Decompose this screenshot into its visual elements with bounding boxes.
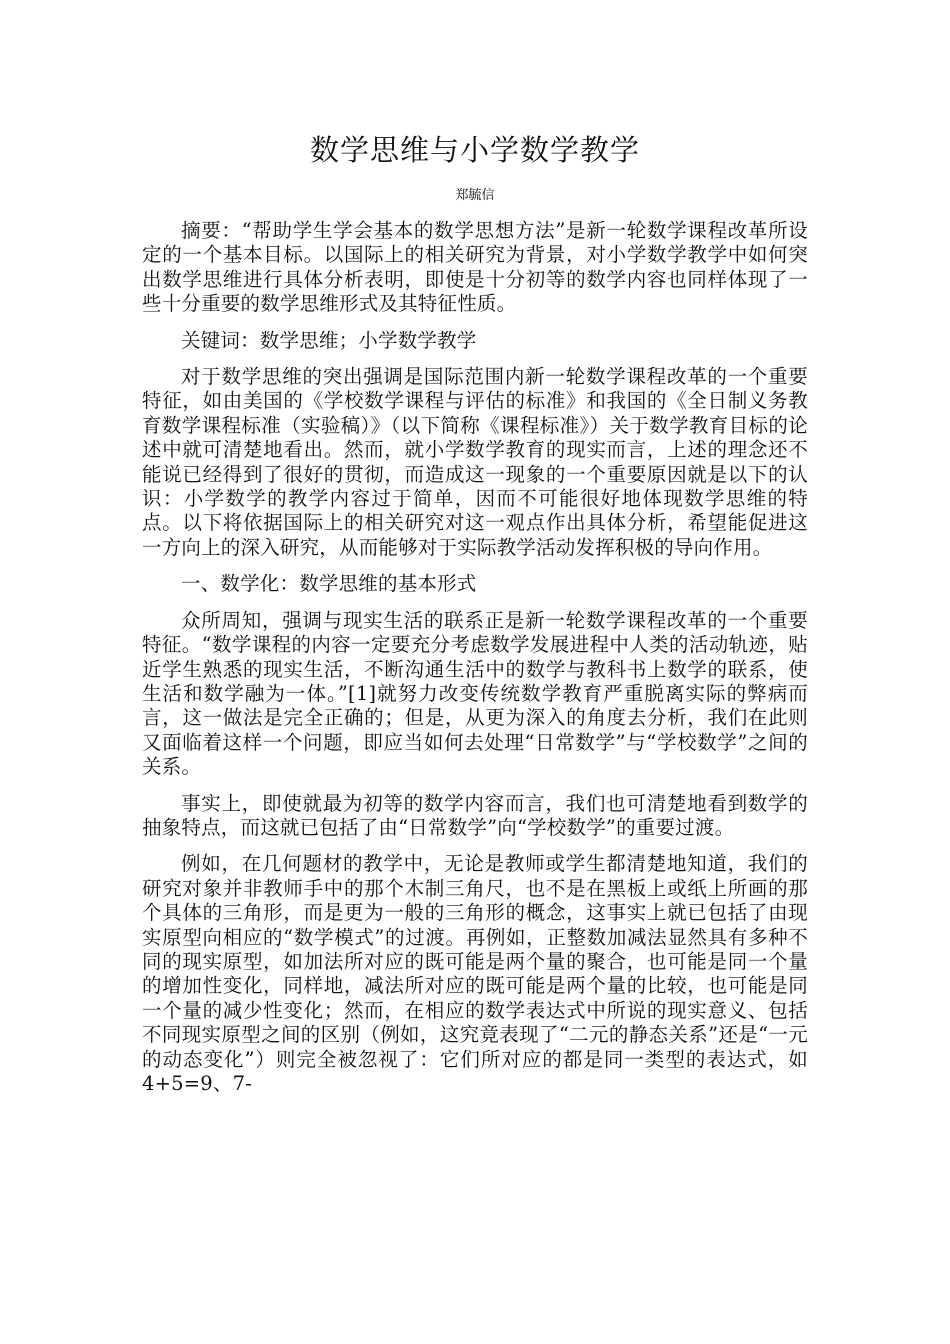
intro-paragraph: 对于数学思维的突出强调是国际范围内新一轮数学课程改革的一个重要特征，如由美国的《学校数学课程与评估的标准》和我国的《全日制义务教育数学课程标准（实验稿）》（以下简称《课程标准》）关于数学教育目标的论述中就可清楚地看出。然而，就小学数学教育的现实而言，上述的理念还不能说已经得到了很好的贯彻，而造成这一现象的一个重要原因就是以下的认识：小学数学的教学内容过于简单，因而不可能很好地体现数学思维的特点。以下将依据国际上的相关研究对这一观点作出具体分析，希望能促进这一方向上的深入研究，从而能够对于实际教学活动发挥积极的导向作用。 xyxy=(142,365,808,559)
body-paragraph: 事实上，即使就最为初等的数学内容而言，我们也可清楚地看到数学的抽象特点，而这就已包括了由“日常数学”向“学校数学”的重要过渡。 xyxy=(142,791,808,839)
body-paragraph: 例如，在几何题材的教学中，无论是教师或学生都清楚地知道，我们的研究对象并非教师手中的那个木制三角尺，也不是在黑板上或纸上所画的那个具体的三角形，而是更为一般的三角形的概念，这事实上就已包括了由现实原型向相应的“数学模式”的过渡。再例如，正整数加减法显然具有多种不同的现实原型，如加法所对应的既可能是两个量的聚合，也可能是同一个量的增加性变化，同样地，减法所对应的既可能是两个量的比较，也可能是同一个量的减少性变化；然而，在相应的数学表达式中所说的现实意义、包括不同现实原型之间的区别（例如，这究竟表现了“二元的静态关系”还是“一元的动态变化”）则完全被忽视了：它们所对应的都是同一类型的表达式，如4+5=9、7- xyxy=(142,852,808,1095)
abstract-paragraph: 摘要：“帮助学生学会基本的数学思想方法”是新一轮数学课程改革所设定的一个基本目标。以国际上的相关研究为背景，对小学数学教学中如何突出数学思维进行具体分析表明，即使是十分初等的数学内容也同样体现了一些十分重要的数学思维形式及其特征性质。 xyxy=(142,219,808,316)
document-page xyxy=(142,0,808,1344)
body-paragraph: 众所周知，强调与现实生活的联系正是新一轮数学课程改革的一个重要特征。“数学课程的内容一定要充分考虑数学发展进程中人类的活动轨迹，贴近学生熟悉的现实生活，不断沟通生活中的数学与教科书上数学的联系，使生活和数学融为一体。”[1]就努力改变传统数学教育严重脱离实际的弊病而言，这一做法是完全正确的；但是，从更为深入的角度去分析，我们在此则又面临着这样一个问题，即应当如何去处理“日常数学”与“学校数学”之间的关系。 xyxy=(142,608,808,779)
document-body xyxy=(142,219,808,1108)
section-heading: 一、数学化：数学思维的基本形式 xyxy=(181,572,477,596)
document-title: 数学思维与小学数学教学 xyxy=(309,133,640,167)
keywords-paragraph: 关键词：数学思维；小学数学教学 xyxy=(181,328,477,352)
document-author: 郑毓信 xyxy=(455,188,495,203)
